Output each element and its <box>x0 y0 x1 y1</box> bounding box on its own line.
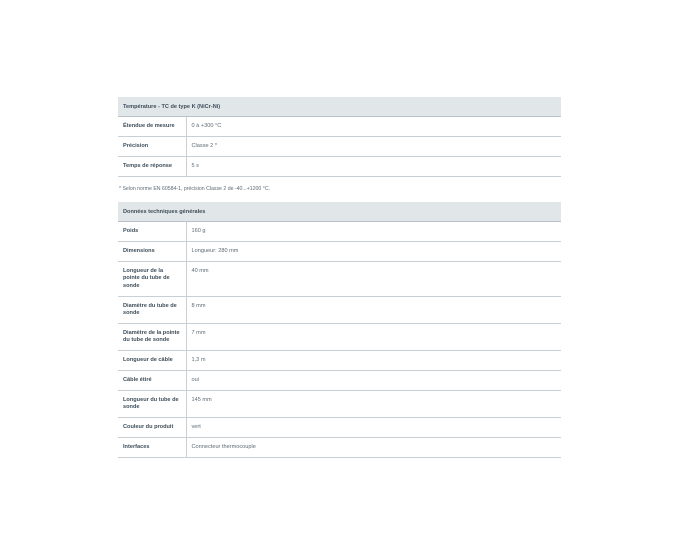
table-row <box>118 418 561 438</box>
row-label: Longueur de câble <box>118 351 186 371</box>
table-row <box>118 137 561 157</box>
row-label: Couleur du produit <box>118 418 186 438</box>
row-value: 40 mm <box>186 262 561 297</box>
row-label: Étendue de mesure <box>118 117 186 137</box>
general-section-title: Données techniques générales <box>118 202 561 222</box>
row-label: Longueur du tube de sonde <box>118 391 186 418</box>
row-label: Câble étiré <box>118 371 186 391</box>
table-row <box>118 117 561 137</box>
table-row <box>118 297 561 324</box>
temperature-section-title: Température - TC de type K (NiCr-Ni) <box>118 97 561 117</box>
row-value: vert <box>186 418 561 438</box>
row-label: Longueur de la pointe du tube de sonde <box>118 262 186 297</box>
row-label: Dimensions <box>118 242 186 262</box>
table-row <box>118 242 561 262</box>
row-value: oui <box>186 371 561 391</box>
table-row <box>118 351 561 371</box>
table-row <box>118 157 561 177</box>
row-value: 160 g <box>186 222 561 242</box>
row-value: 8 mm <box>186 297 561 324</box>
row-label: Interfaces <box>118 438 186 458</box>
row-label: Poids <box>118 222 186 242</box>
table-row <box>118 371 561 391</box>
table-row <box>118 222 561 242</box>
table-row <box>118 391 561 418</box>
table-row <box>118 324 561 351</box>
spec-sheet <box>118 97 561 458</box>
row-label: Précision <box>118 137 186 157</box>
row-value: 5 s <box>186 157 561 177</box>
row-label: Diamètre du tube de sonde <box>118 297 186 324</box>
footnote: * Selon norme EN 60584-1, précision Classe 2 de -40...+1200 °C. <box>119 186 271 192</box>
row-value: Longueur: 280 mm <box>186 242 561 262</box>
temperature-table <box>118 97 561 177</box>
row-label: Temps de réponse <box>118 157 186 177</box>
row-value: 0 à +300 °C <box>186 117 561 137</box>
row-value: Connecteur thermocouple <box>186 438 561 458</box>
general-table <box>118 202 561 458</box>
table-row <box>118 262 561 297</box>
row-value: Classe 2 * <box>186 137 561 157</box>
row-value: 7 mm <box>186 324 561 351</box>
table-row <box>118 438 561 458</box>
row-label: Diamètre de la pointe du tube de sonde <box>118 324 186 351</box>
row-value: 145 mm <box>186 391 561 418</box>
row-value: 1,3 m <box>186 351 561 371</box>
